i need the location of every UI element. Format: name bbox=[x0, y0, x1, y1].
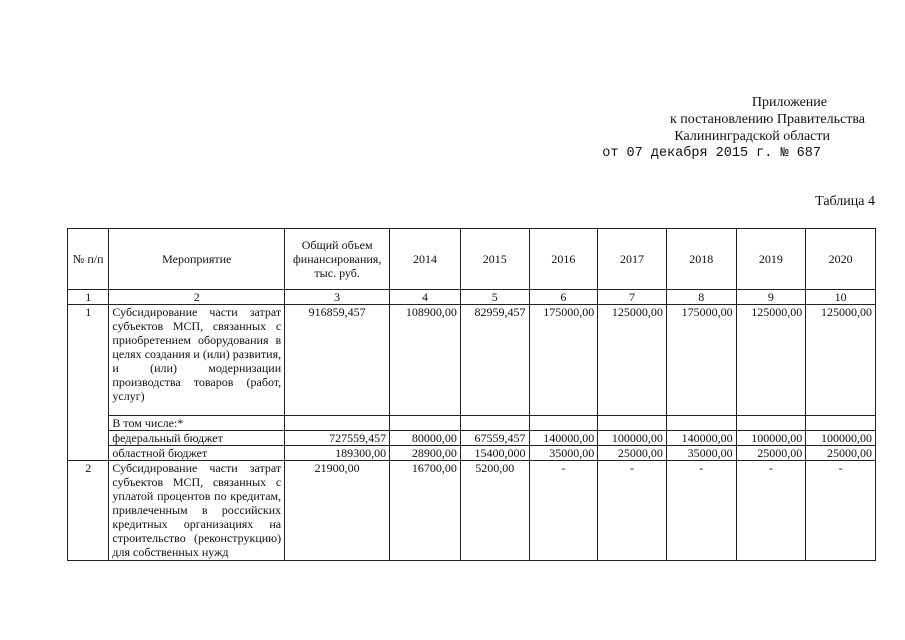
year-cell: - bbox=[806, 461, 876, 561]
year-cell: 100000,00 bbox=[598, 431, 667, 446]
year-cell: - bbox=[736, 461, 806, 561]
column-number-row bbox=[68, 290, 876, 305]
table-row bbox=[68, 416, 876, 431]
year-cell: 5200,00 bbox=[460, 461, 529, 561]
federal-budget-label: федеральный бюджет bbox=[109, 431, 285, 446]
year-cell: 125000,00 bbox=[806, 305, 876, 416]
column-number: 10 bbox=[806, 290, 876, 305]
year-cell: 25000,00 bbox=[806, 446, 876, 461]
header-year: 2020 bbox=[806, 229, 876, 290]
year-cell: 16700,00 bbox=[390, 461, 461, 561]
header-year: 2017 bbox=[598, 229, 667, 290]
column-number: 3 bbox=[285, 290, 390, 305]
header-year: 2015 bbox=[460, 229, 529, 290]
column-number: 2 bbox=[109, 290, 285, 305]
table-label: Таблица 4 bbox=[815, 194, 875, 209]
activity-description: Субсидирование части затрат субъектов МСП, связанных с уплатой процентов по кредитам, привлеченным в российских кредитных организациях на строительство (реконструкцию) для собственных нужд bbox=[109, 461, 285, 561]
column-number: 5 bbox=[460, 290, 529, 305]
total-cell: 727559,457 bbox=[285, 431, 390, 446]
column-number: 9 bbox=[736, 290, 806, 305]
year-cell: 100000,00 bbox=[736, 431, 806, 446]
regional-budget-label: областной бюджет bbox=[109, 446, 285, 461]
approval-title: Приложение bbox=[751, 95, 827, 110]
table-row bbox=[68, 431, 876, 446]
total-cell: 916859,457 bbox=[285, 305, 390, 416]
approval-block bbox=[602, 94, 865, 162]
table-row bbox=[68, 446, 876, 461]
header-row bbox=[68, 229, 876, 290]
header-year: 2018 bbox=[666, 229, 736, 290]
year-cell: 82959,457 bbox=[460, 305, 529, 416]
year-cell: 35000,00 bbox=[666, 446, 736, 461]
year-cell: - bbox=[666, 461, 736, 561]
including-label: В том числе:* bbox=[109, 416, 285, 431]
header-year: 2019 bbox=[736, 229, 806, 290]
approval-date-number: от 07 декабря 2015 г. № 687 bbox=[602, 146, 821, 161]
column-number: 4 bbox=[390, 290, 461, 305]
year-cell: 175000,00 bbox=[666, 305, 736, 416]
year-cell: 80000,00 bbox=[390, 431, 461, 446]
year-cell: 25000,00 bbox=[736, 446, 806, 461]
column-number: 7 bbox=[598, 290, 667, 305]
approval-reference: к постановлению Правительства bbox=[669, 112, 865, 127]
year-cell: 25000,00 bbox=[598, 446, 667, 461]
year-cell: 35000,00 bbox=[529, 446, 598, 461]
header-activity: Мероприятие bbox=[109, 229, 285, 290]
header-num: № п/п bbox=[68, 229, 109, 290]
row-number: 1 bbox=[68, 305, 109, 461]
financing-table bbox=[67, 228, 876, 561]
header-year: 2014 bbox=[390, 229, 461, 290]
table-row bbox=[68, 305, 876, 416]
header-total: Общий объем финансирования, тыс. руб. bbox=[285, 229, 390, 290]
total-cell: 21900,00 bbox=[285, 461, 390, 561]
total-cell: 189300,00 bbox=[285, 446, 390, 461]
row-number: 2 bbox=[68, 461, 109, 561]
activity-description: Субсидирование части затрат субъектов МСП, связанных с приобретением оборудования в целях создания и (или) развития, и (или) модернизации производства товаров (работ, услуг) bbox=[109, 305, 285, 416]
year-cell: - bbox=[598, 461, 667, 561]
year-cell: 140000,00 bbox=[666, 431, 736, 446]
year-cell: 100000,00 bbox=[806, 431, 876, 446]
year-cell: 108900,00 bbox=[390, 305, 461, 416]
header-year: 2016 bbox=[529, 229, 598, 290]
year-cell: 15400,000 bbox=[460, 446, 529, 461]
year-cell: 125000,00 bbox=[736, 305, 806, 416]
year-cell: 67559,457 bbox=[460, 431, 529, 446]
column-number: 6 bbox=[529, 290, 598, 305]
approval-region: Калининградской области bbox=[674, 129, 830, 144]
year-cell: 28900,00 bbox=[390, 446, 461, 461]
table-row bbox=[68, 461, 876, 561]
column-number: 8 bbox=[666, 290, 736, 305]
year-cell: 175000,00 bbox=[529, 305, 598, 416]
year-cell: 125000,00 bbox=[598, 305, 667, 416]
year-cell: - bbox=[529, 461, 598, 561]
year-cell: 140000,00 bbox=[529, 431, 598, 446]
column-number: 1 bbox=[68, 290, 109, 305]
